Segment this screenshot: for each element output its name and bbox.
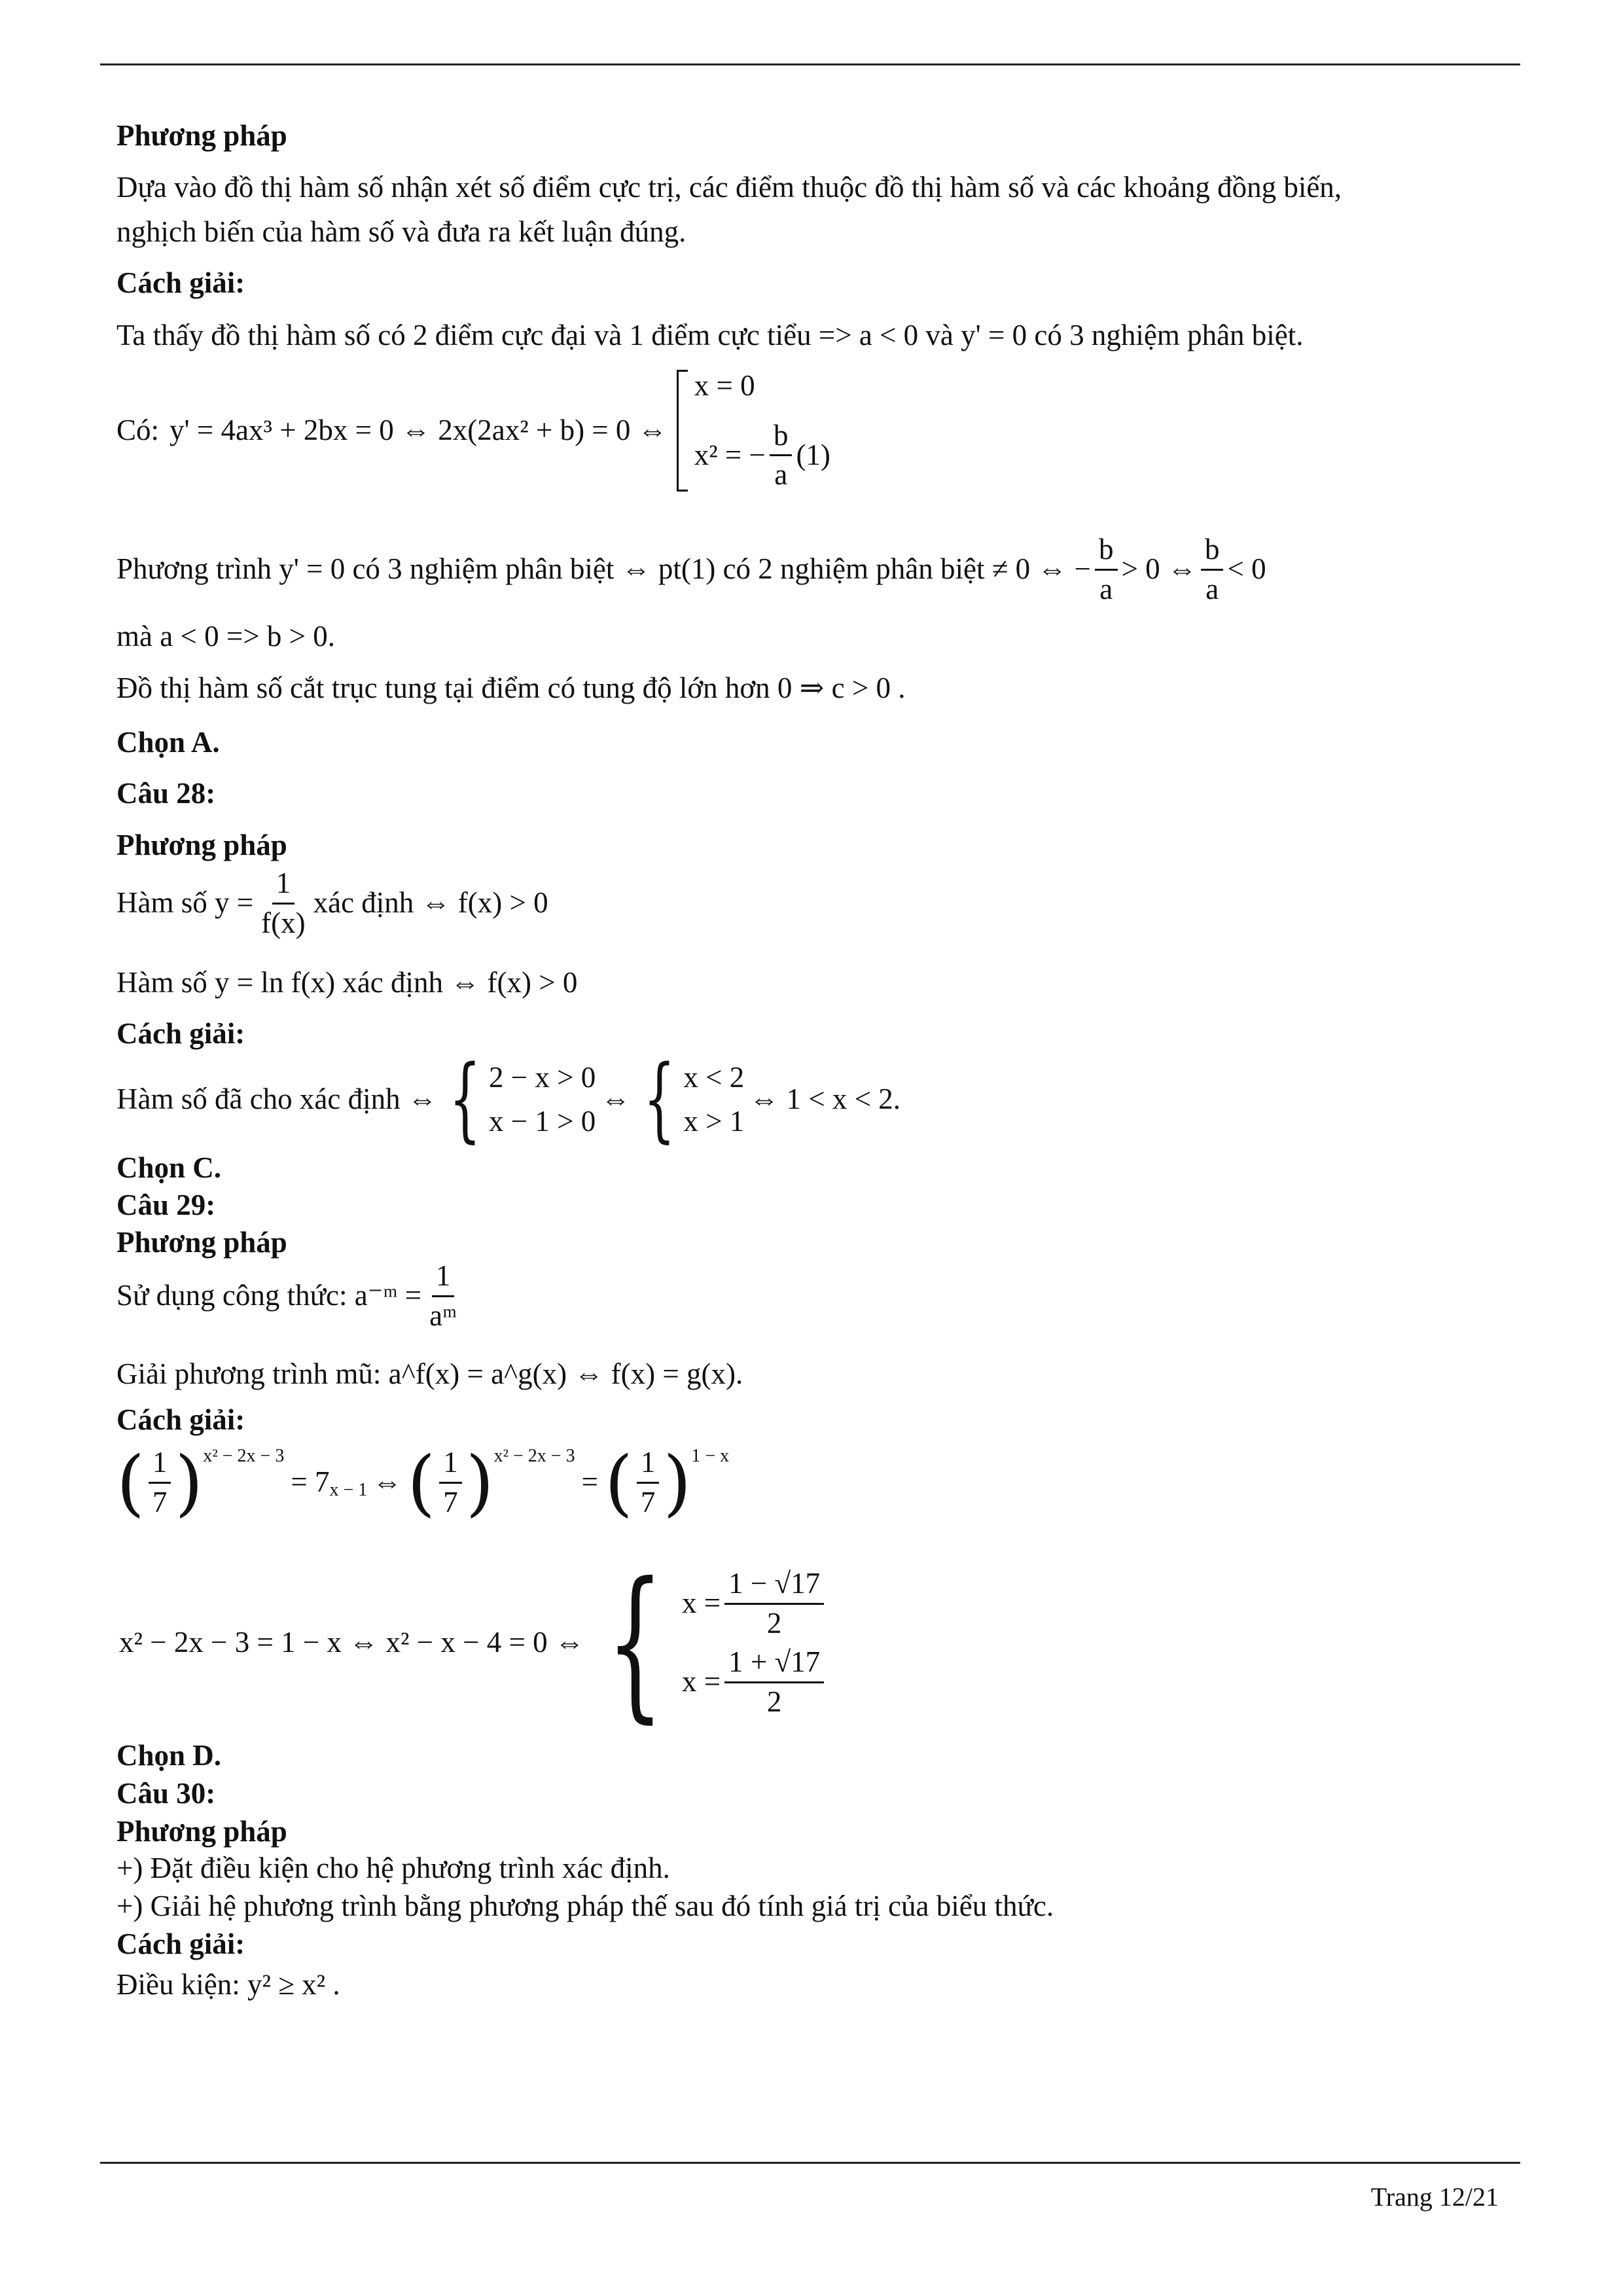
c28-ham-so-1 [116, 867, 548, 939]
c29-f2-num: 1 [439, 1446, 462, 1484]
c27-phuong-phap-heading: Phương pháp [116, 119, 287, 152]
c28-hsdc-pre: Hàm số đã cho xác định ⇔ [116, 1083, 437, 1116]
c29-title: Câu 29: [116, 1189, 216, 1221]
brace-icon: { [643, 1046, 676, 1153]
c29-eq: = [581, 1465, 598, 1499]
c27-pp-text-1: Dựa vào đồ thị hàm số nhận xét số điểm cực trị, các điểm thuộc đồ thị hàm số và các khoảng đồng biến, [116, 171, 1342, 204]
c27-frac2-num: b [1201, 533, 1224, 571]
c28-cach-giai-heading: Cách giải: [116, 1017, 245, 1050]
c27-case-1: x = 0 [694, 369, 755, 402]
c29-quad-eq: x² − 2x − 3 = 1 − x ⇔ x² − x − 4 = 0 ⇔ [119, 1626, 584, 1659]
c29-cach-giai-heading: Cách giải: [116, 1403, 245, 1436]
c29-root1-lhs: x = [681, 1587, 721, 1620]
c27-case-2-den: a [774, 458, 788, 491]
paren-close: ) [465, 1441, 494, 1524]
c30-bullet-1: +) Đặt điều kiện cho hệ phương trình xác định. [116, 1852, 670, 1884]
paren-open: ( [407, 1441, 436, 1524]
c29-exp-2: x² − 2x − 3 [493, 1446, 575, 1466]
c29-giai-pt: Giải phương trình mũ: a^f(x) = a^g(x) ⇔ f(x) = g(x). [116, 1357, 743, 1390]
c28-iff: ⇔ [601, 1083, 631, 1116]
c27-ma-text: mà a < 0 => b > 0. [116, 620, 335, 653]
c29-phuong-phap-heading: Phương pháp [116, 1226, 287, 1259]
c30-cach-giai-heading: Cách giải: [116, 1928, 245, 1960]
paren-open: ( [604, 1441, 633, 1524]
paren-close: ) [175, 1441, 204, 1524]
c27-case-2-lhs: x² = − [694, 438, 766, 471]
c29-root2-lhs: x = [681, 1665, 721, 1698]
page-number: Trang 12/21 [1370, 2182, 1499, 2212]
c28-hs1-post: xác định ⇔ f(x) > 0 [313, 886, 548, 920]
c29-quadratic [119, 1547, 828, 1738]
c27-cach-giai-heading: Cách giải: [116, 266, 245, 299]
c29-f3-den: 7 [640, 1485, 656, 1518]
c29-sd-num: 1 [432, 1260, 455, 1297]
paren-open: ( [116, 1441, 145, 1524]
c27-co-prefix: Có: [116, 414, 160, 446]
c28-sys2-r2: x > 1 [683, 1105, 745, 1138]
c29-root2-den: 2 [766, 1685, 782, 1718]
c27-ta-thay: Ta thấy đồ thị hàm số có 2 điểm cực đại và 1 điểm cực tiểu => a < 0 và y' = 0 có 3 nghiệm phân biệt. [116, 319, 1304, 351]
c28-system-2 [635, 1046, 745, 1153]
c29-eq-mid: = 7 [291, 1465, 330, 1499]
c29-su-dung-text: Sử dụng công thức: a⁻ᵐ = [116, 1279, 422, 1312]
c28-hs1-num: 1 [272, 867, 295, 905]
c29-f3-num: 1 [637, 1446, 660, 1484]
c29-exp-1: x² − 2x − 3 [203, 1446, 285, 1466]
c28-sys1-r2: x − 1 > 0 [488, 1105, 596, 1138]
c27-chon: Chọn A. [116, 726, 220, 759]
c29-root2-num: 1 + √17 [724, 1646, 824, 1683]
c29-exp-3: 1 − x [691, 1446, 730, 1466]
c28-hs1-pre: Hàm số y = [116, 886, 254, 920]
c30-title: Câu 30: [116, 1777, 216, 1810]
c28-title: Câu 28: [116, 777, 216, 810]
c29-f2-den: 7 [443, 1485, 458, 1518]
c30-phuong-phap-heading: Phương pháp [116, 1815, 287, 1848]
c28-sys1-r1: 2 − x > 0 [488, 1060, 596, 1094]
c27-derivative-equation [116, 370, 830, 492]
brace-icon: { [448, 1046, 481, 1153]
header-rule [100, 63, 1520, 65]
c27-pt-lt: < 0 [1227, 552, 1266, 586]
c28-chon: Chọn C. [116, 1151, 222, 1184]
c29-root-system [588, 1547, 828, 1738]
c29-su-dung [116, 1260, 465, 1332]
c27-frac1-den: a [1099, 572, 1113, 605]
c28-ham-so-2: Hàm số y = ln f(x) xác định ⇔ f(x) > 0 [116, 966, 578, 999]
paren-close: ) [663, 1441, 692, 1524]
c29-exp-mid: x − 1 [329, 1480, 368, 1500]
c28-hs1-den: f(x) [261, 906, 306, 939]
footer-rule [100, 2162, 1520, 2164]
c28-sys2-r1: x < 2 [683, 1060, 745, 1094]
c27-case-2-num: b [770, 420, 793, 457]
c28-domain-system [116, 1046, 901, 1153]
c29-f1-den: 7 [152, 1485, 168, 1518]
c27-frac1-num: b [1095, 533, 1118, 571]
c27-pt-gt: > 0 ⇔ [1121, 552, 1197, 586]
c29-root1-num: 1 − √17 [724, 1568, 824, 1605]
c27-case-2-tag: (1) [796, 438, 830, 471]
c30-dieu-kien: Điều kiện: y² ≥ x² . [116, 1968, 340, 2001]
c27-do-thi: Đồ thị hàm số cắt trục tung tại điểm có tung độ lớn hơn 0 ⇒ c > 0 . [116, 672, 906, 704]
c29-chon: Chọn D. [116, 1739, 222, 1772]
c29-root1-den: 2 [766, 1606, 782, 1640]
c28-phuong-phap-heading: Phương pháp [116, 829, 287, 861]
square-bracket [677, 370, 688, 492]
c27-frac2-den: a [1205, 572, 1219, 605]
c29-exponential-equation [116, 1441, 730, 1524]
c28-hsdc-post: ⇔ 1 < x < 2. [749, 1083, 901, 1116]
c29-sd-den: aᵐ [429, 1299, 457, 1332]
c27-phuong-trinh-line [116, 533, 1266, 605]
brace-icon: { [606, 1547, 664, 1738]
c29-iff: ⇔ [372, 1465, 402, 1499]
c29-f1-num: 1 [149, 1446, 171, 1484]
c27-pp-text-2: nghịch biến của hàm số và đưa ra kết luận đúng. [116, 215, 687, 248]
c30-bullet-2: +) Giải hệ phương trình bằng phương pháp thế sau đó tính giá trị của biểu thức. [116, 1890, 1054, 1922]
c27-case-bracket [677, 370, 830, 492]
c27-pt-text: Phương trình y' = 0 có 3 nghiệm phân biệt ⇔ pt(1) có 2 nghiệm phân biệt ≠ 0 ⇔ − [116, 552, 1092, 586]
c27-co-eq: y' = 4ax³ + 2bx = 0 ⇔ 2x(2ax² + b) = 0 ⇔ [169, 414, 668, 446]
c28-system-1 [441, 1046, 596, 1153]
